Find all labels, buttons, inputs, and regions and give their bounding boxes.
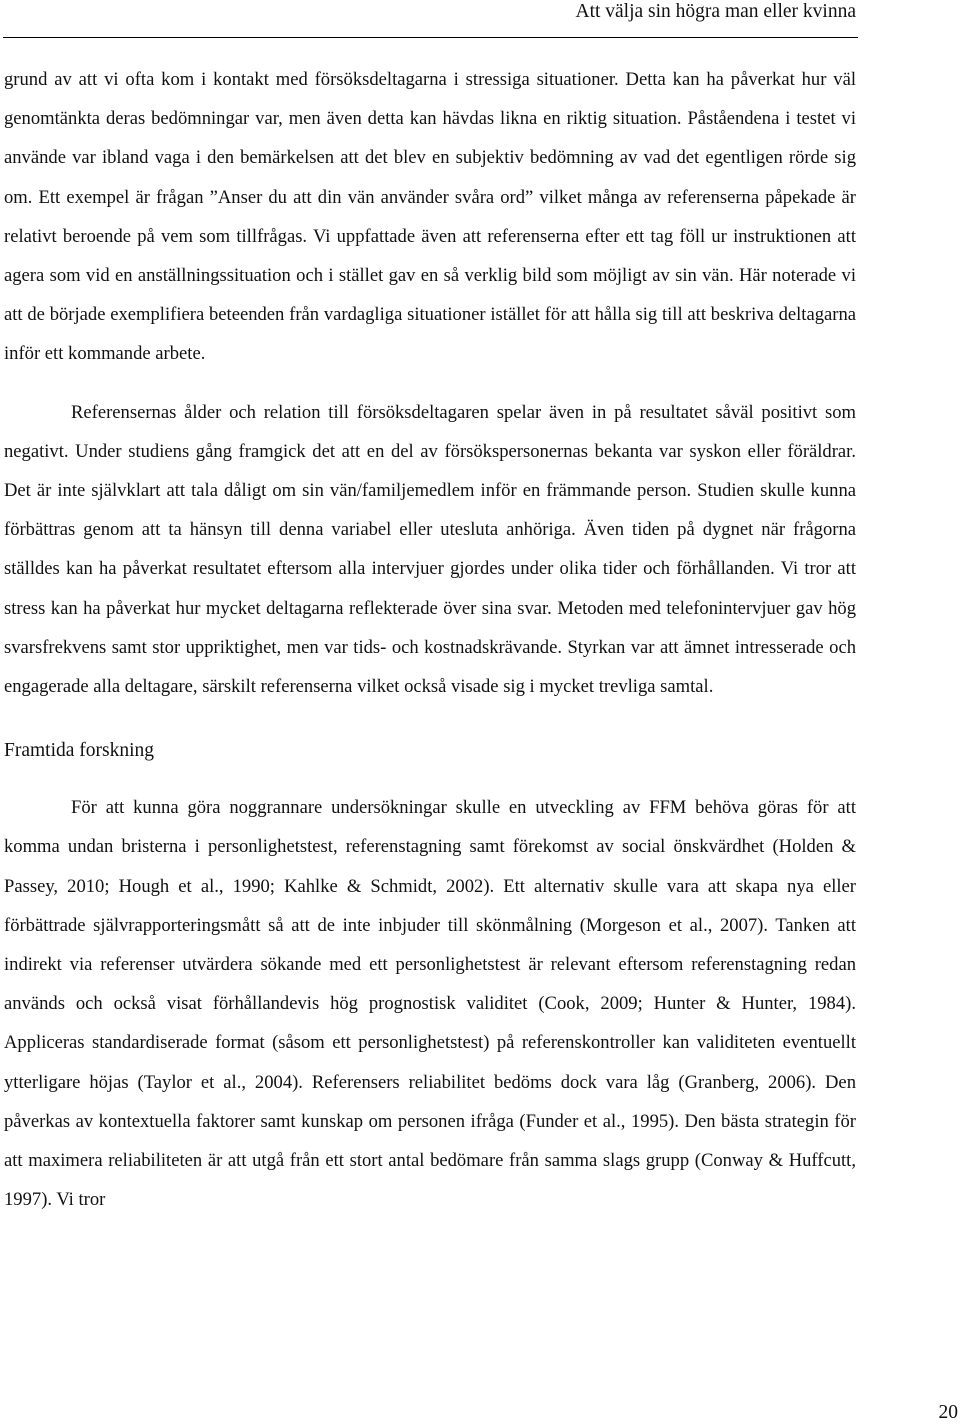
running-header: Att välja sin högra man eller kvinna	[575, 1, 856, 22]
header-rule	[3, 37, 858, 38]
paragraph-2: Referensernas ålder och relation till försöksdeltagaren spelar även in på resultatet såväl positivt som negativt. Under studiens gång framgick det att en del av försökspersonernas bekanta var syskon eller föräldrar. Det är inte självklart att tala dåligt om sin vän/familjemedlem inför en främmande person. Studien skulle kunna förbättras genom att ta hänsyn till denna variabel eller utesluta anhöriga. Även tiden på dygnet när frågorna ställdes kan ha påverkat resultatet eftersom alla intervjuer gjordes under olika tider och förhållanden. Vi tror att stress kan ha påverkat hur mycket deltagarna reflekterade över sina svar. Metoden med telefonintervjuer gav hög svarsfrekvens samt stor uppriktighet, men var tids- och kostnadskrävande. Styrkan var att ämnet intresserade och engagerade alla deltagare, särskilt referenserna vilket också visade sig i mycket trevliga samtal.	[4, 401, 856, 698]
paragraph-1: grund av att vi ofta kom i kontakt med försöksdeltagarna i stressiga situationer. Detta kan ha påverkat hur väl genomtänkta deras bedömningar var, men även detta kan hävdas likna en riktig situation. Påståendena i testet vi använde var ibland vaga i den bemärkelsen att det blev en subjektiv bedömning av vad det egentligen rörde sig om. Ett exempel är frågan ”Anser du att din vän använder svåra ord” vilket många av referenserna påpekade är relativt beroende på vem som tillfrågas. Vi uppfattade även att referenserna efter ett tag föll ur instruktionen att agera som vid en anställningssituation och i stället gav en så verklig bild som möjligt av sin vän. Här noterade vi att de började exemplifiera beteenden från vardagliga situationer istället för att hålla sig till att beskriva deltagarna inför ett kommande arbete.	[4, 69, 856, 365]
body-text	[4, 60, 856, 1219]
paragraph-3: För att kunna göra noggrannare undersökningar skulle en utveckling av FFM behöva göras för att komma undan bristerna i personlighetstest, referenstagning samt förekomst av social önskvärdhet (Holden & Passey, 2010; Hough et al., 1990; Kahlke & Schmidt, 2002). Ett alternativ skulle vara att skapa nya eller förbättrade självrapporteringsmått så att de inte inbjuder till skönmålning (Morgeson et al., 2007). Tanken att indirekt via referenser utvärdera sökande med ett personlighetstest är relevant eftersom referenstagning redan används och också visat förhållandevis hög prognostisk validitet (Cook, 2009; Hunter & Hunter, 1984). Appliceras standardiserade format (såsom ett personlighetstest) på referenskontroller kan validiteten eventuellt ytterligare höjas (Taylor et al., 2004). Referensers reliabilitet bedöms dock vara låg (Granberg, 2006). Den påverkas av kontextuella faktorer samt kunskap om personen ifråga (Funder et al., 1995). Den bästa strategin för att maximera reliabiliteten är att utgå från ett stort antal bedömare från samma slags grupp (Conway & Huffcutt, 1997). Vi tror	[4, 797, 856, 1211]
paragraph-spacer	[4, 374, 856, 393]
section-heading: Framtida forskning	[4, 740, 155, 762]
section-spacer	[4, 706, 856, 725]
page-number: 20	[938, 1402, 958, 1423]
